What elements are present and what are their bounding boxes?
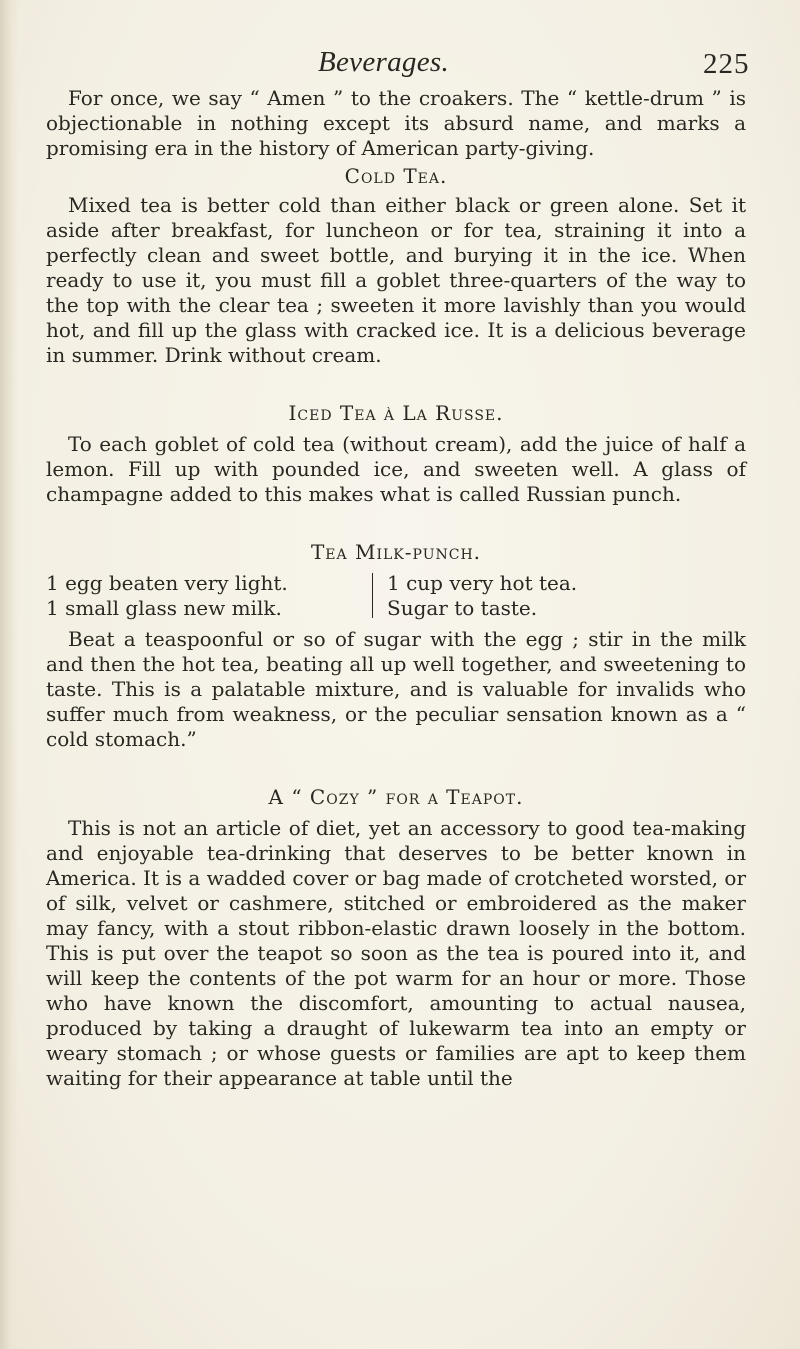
running-title: Beverages.	[318, 46, 450, 78]
ingredient-milk: 1 small glass new milk.	[46, 596, 282, 620]
intro-paragraph: For once, we say “ Amen ” to the croakers. The “ kettle-drum ” is objectionable in nothing except its absurd name, and marks a promising era in the history of American party-giving.	[46, 86, 746, 160]
heading-cozy-for-teapot: A “ Cozy ” for a Teapot.	[268, 785, 524, 809]
ingredient-list	[46, 571, 746, 621]
paragraph-iced-tea: To each goblet of cold tea (without cream), add the juice of half a lemon. Fill up with pounded ice, and sweeten well. A glass of champagne added to this makes what is called Russian punch.	[46, 432, 746, 506]
paragraph-cold-tea: Mixed tea is better cold than either black or green alone. Set it aside after breakfast, for luncheon or for tea, straining it into a perfectly clean and sweet bottle, and burying it in the ice. When ready to use it, you must fill a goblet three-quarters of the way to the top with the clear tea ; sweeten it more lavishly than you would hot, and fill up the glass with cracked ice. It is a delicious beverage in summer. Drink without cream.	[46, 193, 746, 367]
ingredient-column-left	[46, 571, 372, 621]
heading-cold-tea: Cold Tea.	[344, 164, 448, 188]
running-header	[0, 46, 800, 86]
heading-tea-milk-punch: Tea Milk-punch.	[310, 540, 482, 564]
paragraph-tea-milk-punch: Beat a teaspoonful or so of sugar with the egg ; stir in the milk and then the hot tea, beating all up well together, and sweetening to taste. This is a palatable mixture, and is valuable for invalids who suffer much from weakness, or the peculiar sensation known as a “ cold stomach.”	[46, 627, 746, 751]
page-number: 225	[703, 48, 750, 80]
page-text	[46, 86, 746, 1091]
ingredient-column-right	[387, 571, 746, 621]
paragraph-cozy: This is not an article of diet, yet an accessory to good tea-making and enjoyable tea-drinking that deserves to be better known in America. It is a wadded cover or bag made of crotcheted worsted, or of silk, velvet or cashmere, stitched or embroidered as the maker may fancy, with a stout ribbon-elastic drawn loosely in the bottom. This is put over the teapot so soon as the tea is poured into it, and will keep the contents of the pot warm for an hour or more. Those who have known the discomfort, amounting to actual nausea, produced by taking a draught of lukewarm tea into an empty or weary stomach ; or whose guests or families are apt to keep them waiting for their appearance at table until the	[46, 816, 746, 1090]
page-gutter-shadow	[0, 0, 18, 1349]
ingredient-sugar: Sugar to taste.	[387, 596, 538, 620]
ingredient-tea: 1 cup very hot tea.	[387, 571, 578, 595]
ingredient-divider	[372, 573, 373, 618]
heading-iced-tea-a-la-russe: Iced Tea à La Russe.	[288, 401, 504, 425]
ingredient-egg: 1 egg beaten very light.	[46, 571, 288, 595]
